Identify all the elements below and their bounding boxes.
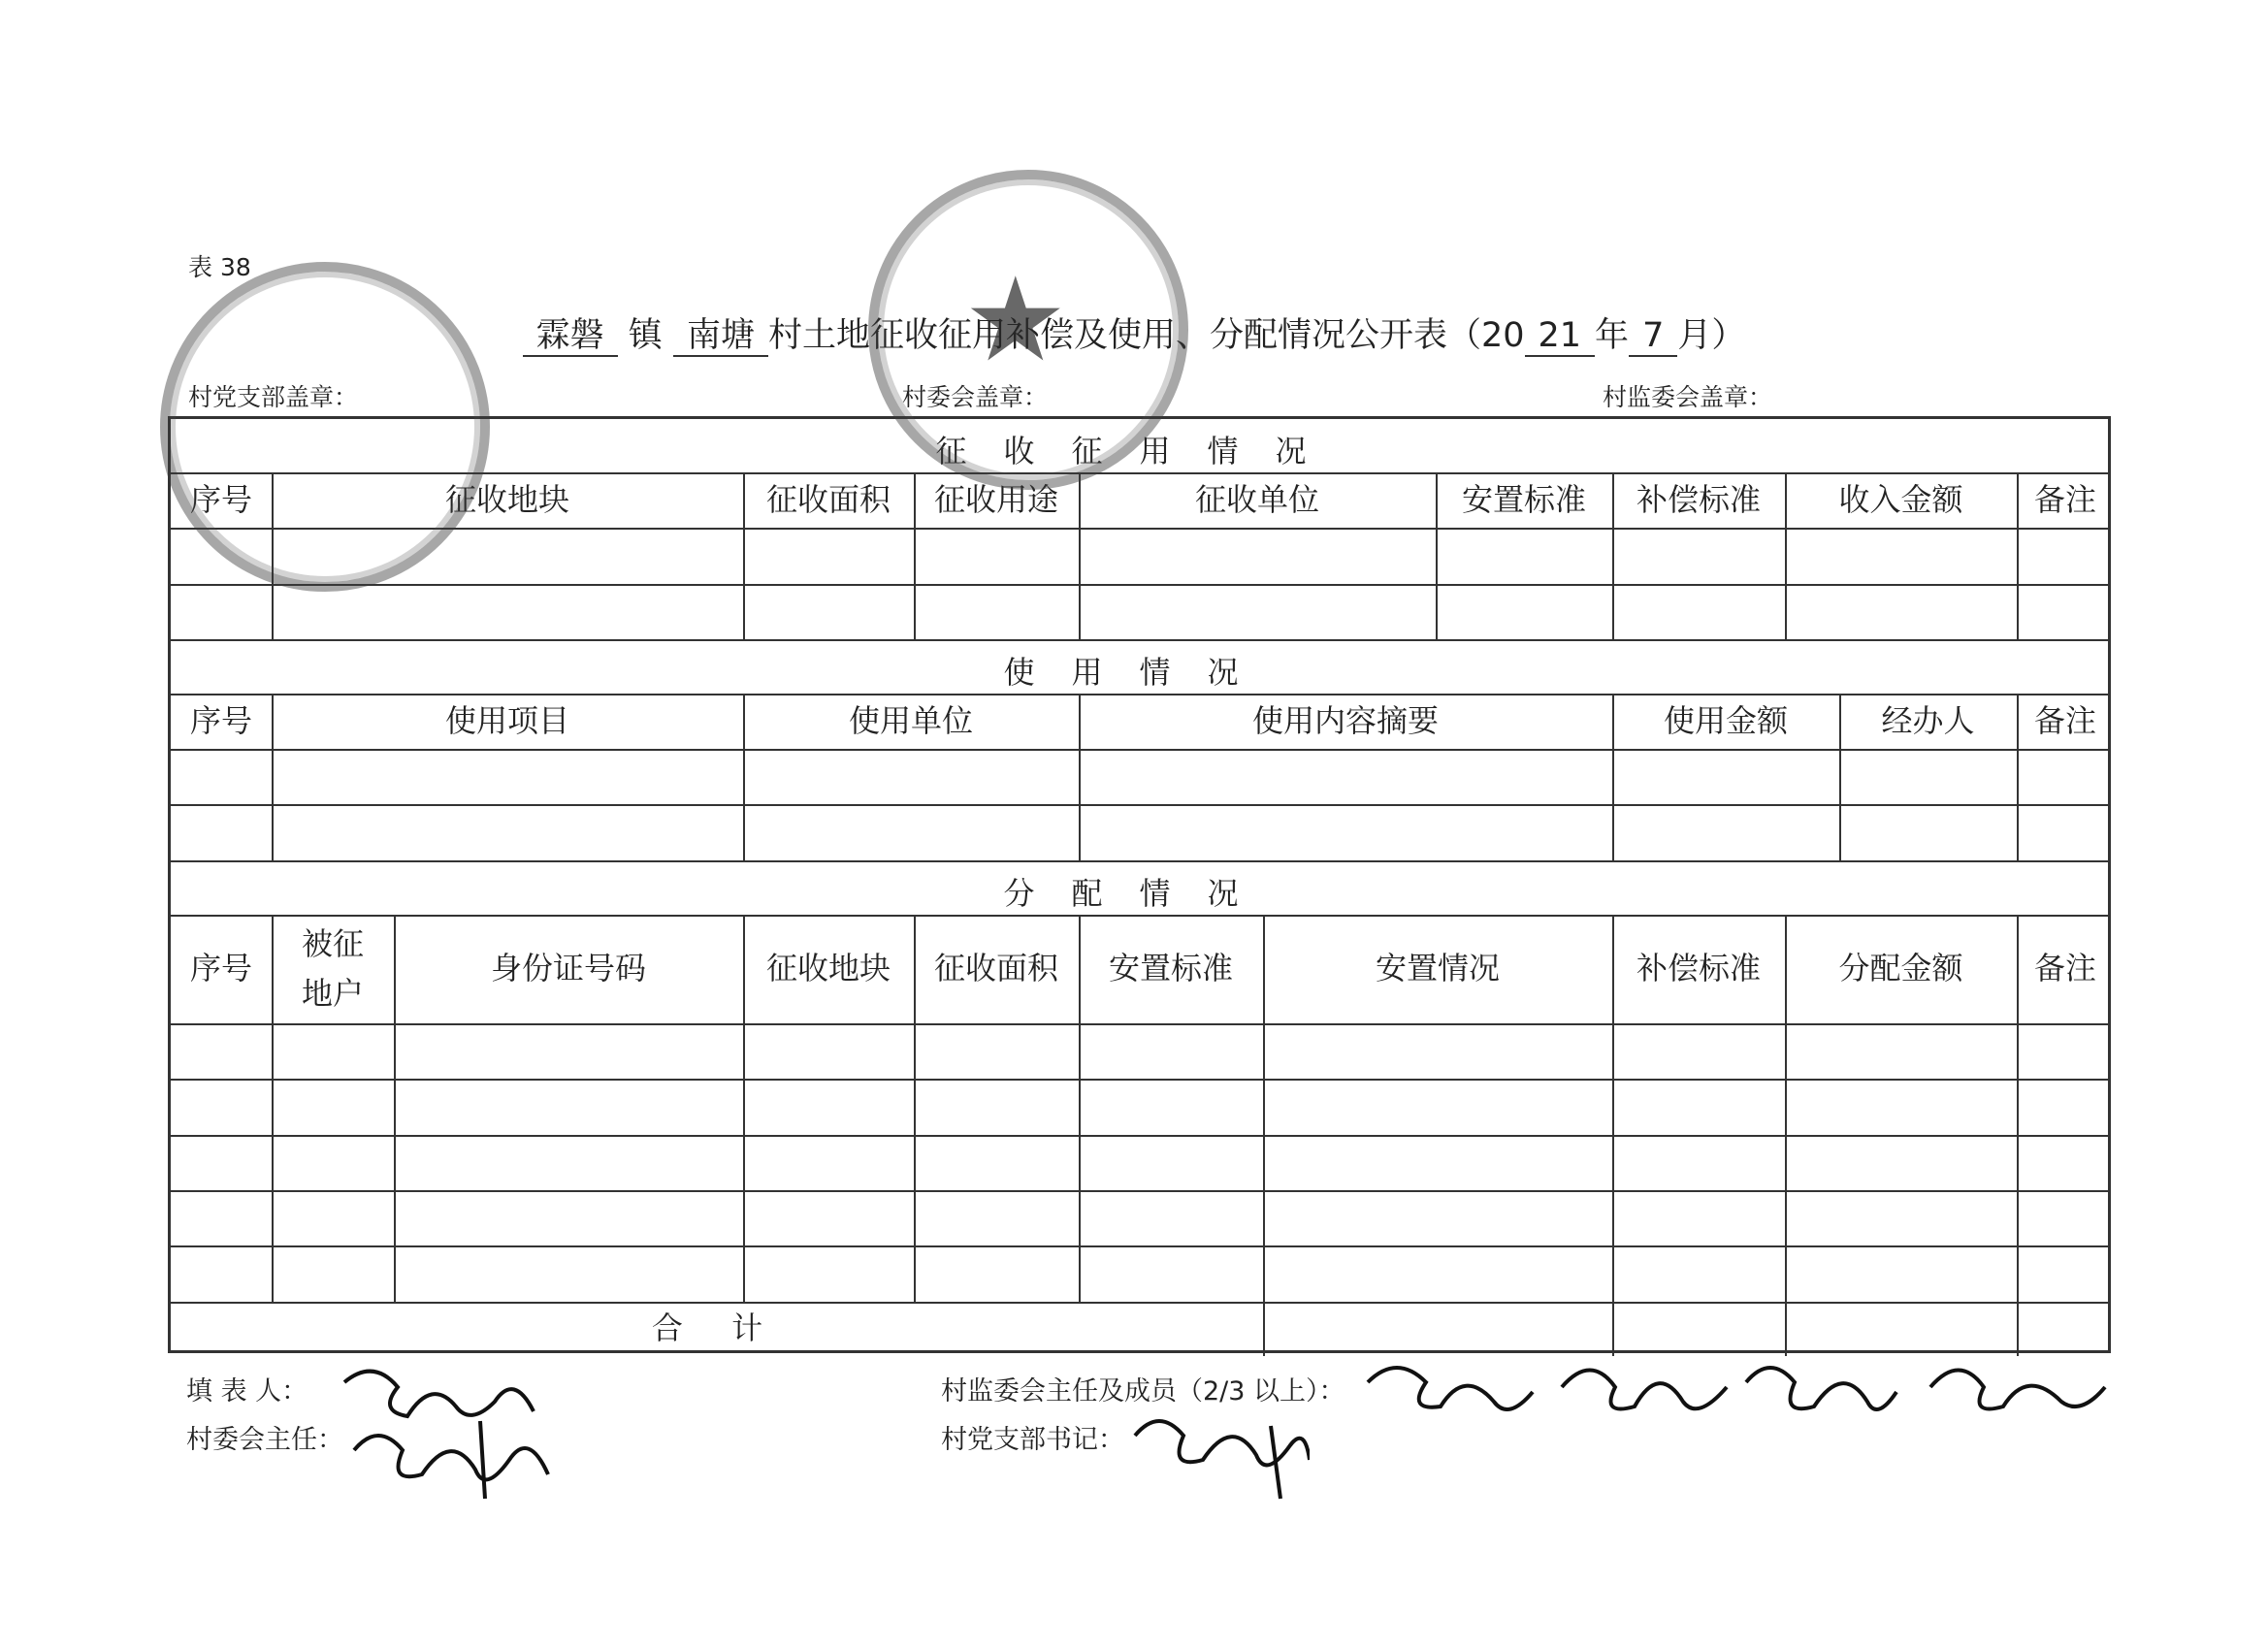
header-purpose: 征收用途: [933, 480, 1058, 518]
village-committee-seal-label: 村委会盖章：: [902, 383, 1049, 411]
title-year: 21: [1525, 316, 1596, 357]
header-usage-amount: 使用金额: [1663, 701, 1788, 739]
header-handler: 经办人: [1881, 701, 1975, 739]
section-title-distribution: 分配情况: [1003, 875, 1276, 912]
year-suffix: 年: [1595, 316, 1630, 355]
town-name: 霖磐: [523, 316, 618, 357]
header-income: 收入金额: [1838, 480, 1963, 518]
party-secretary-signature: [1125, 1397, 1310, 1504]
director-label: 村委会主任：: [186, 1425, 343, 1455]
header-compensation-standard: 补偿标准: [1636, 480, 1761, 518]
header-unit: 征收单位: [1194, 480, 1319, 518]
title-month: 7: [1629, 316, 1677, 357]
header-resettlement-standard: 安置标准: [1461, 480, 1586, 518]
header-usage-summary: 使用内容摘要: [1251, 701, 1439, 739]
header-index: 序号: [189, 480, 252, 518]
header-plot: 征收地块: [444, 480, 569, 518]
filler-label: 填 表 人：: [186, 1376, 308, 1406]
party-secretary-label: 村党支部书记：: [941, 1425, 1124, 1455]
supervisory-members-label: 村监委会主任及成员（2/3 以上）：: [941, 1376, 1345, 1406]
supervisory-members-signatures: [1358, 1343, 2124, 1421]
header-remarks: 备注: [2033, 701, 2096, 739]
star-icon: ★: [963, 253, 1068, 388]
disclosure-table: [168, 416, 2111, 1353]
section-title-expropriation: 征收征用情况: [935, 433, 1344, 469]
header-resettlement-standard: 安置标准: [1108, 950, 1233, 987]
filler-and-director-signature: [335, 1343, 558, 1504]
header-remarks: 备注: [2033, 480, 2096, 518]
header-resettlement-status: 安置情况: [1375, 950, 1500, 987]
header-index: 序号: [189, 701, 252, 739]
form-number: 表 38: [188, 253, 251, 281]
header-plot: 征收地块: [765, 950, 891, 987]
party-branch-seal-label: 村党支部盖章：: [188, 383, 359, 411]
header-usage-item: 使用项目: [444, 701, 569, 739]
header-id-number: 身份证号码: [490, 950, 646, 987]
town-suffix: 镇: [628, 316, 663, 355]
section-title-usage: 使用情况: [1003, 654, 1276, 691]
title-main: 村土地征收征用补偿及使用、分配情况公开表（20: [767, 316, 1525, 355]
month-suffix: 月）: [1677, 316, 1746, 355]
total-label: 合 计: [651, 1310, 783, 1347]
village-name: 南塘: [673, 316, 768, 357]
party-branch-stamp: [160, 262, 490, 592]
header-compensation-standard: 补偿标准: [1636, 950, 1761, 987]
header-remarks: 备注: [2033, 950, 2096, 987]
header-usage-unit: 使用单位: [848, 701, 973, 739]
header-index: 序号: [189, 950, 252, 987]
header-area: 征收面积: [933, 950, 1058, 987]
header-distribution-amount: 分配金额: [1838, 950, 1963, 987]
header-area: 征收面积: [765, 480, 891, 518]
header-household: 被征地户: [301, 924, 364, 1012]
village-committee-stamp: [868, 170, 1188, 490]
supervisory-committee-seal-label: 村监委会盖章：: [1603, 383, 1773, 411]
